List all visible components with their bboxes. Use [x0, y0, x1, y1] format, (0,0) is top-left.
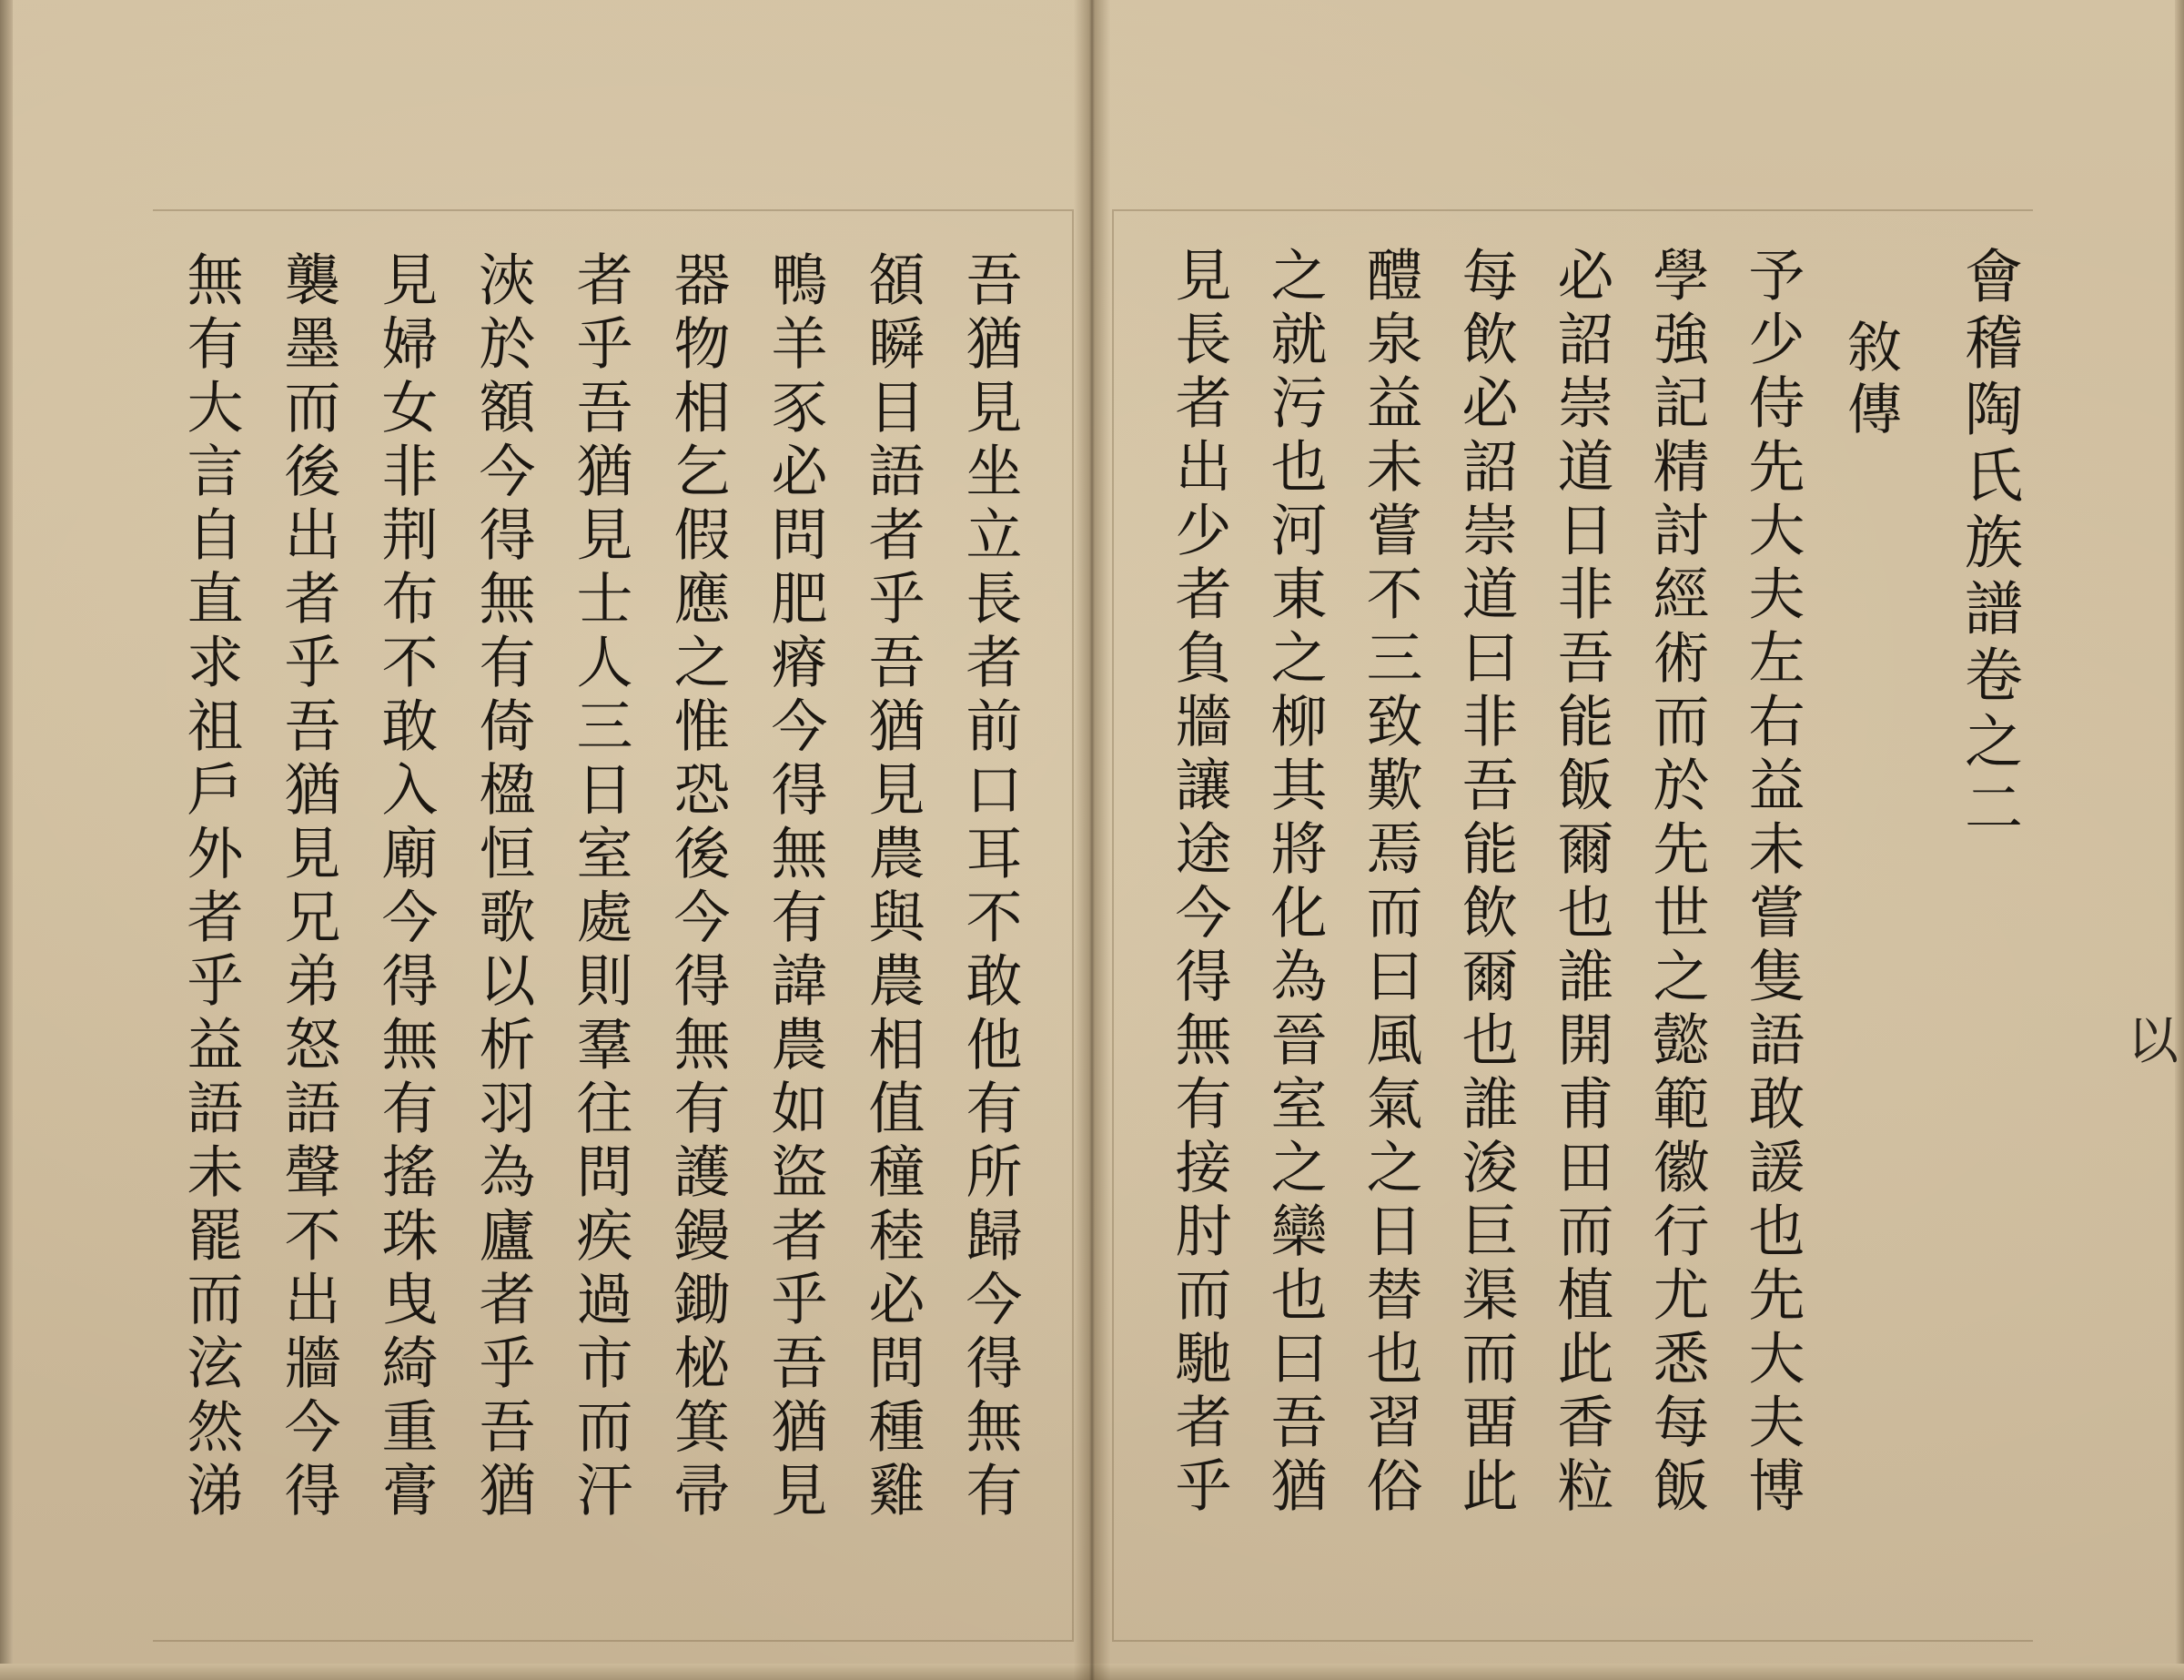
text-line: 浹於額今得無有倚楹恒歌以析羽為廬者乎吾猶: [470, 250, 536, 1524]
text-line: 器物相乞假應之惟恐後今得無有護鏝鋤柲箕帚: [664, 250, 731, 1524]
margin-note: 以: [2128, 1012, 2179, 1071]
text-line: 吾猶見坐立長者前口耳不敢他有所歸今得無有: [956, 250, 1023, 1524]
text-line: 者乎吾猶見士人三日室處則羣往問疾過市而汗: [567, 250, 633, 1524]
text-line: 醴泉益未嘗不三致歎焉而曰風氣之日替也習俗: [1357, 246, 1423, 1520]
text-line: 襲墨而後出者乎吾猶見兄弟怒語聲不出牆今得: [275, 250, 341, 1524]
text-line: 予少侍先大夫左右益未嘗隻語敢諼也先大夫博: [1739, 246, 1805, 1520]
text-line: 頟瞬目語者乎吾猶見農與農相值穜稑必問種雞: [859, 250, 925, 1524]
text-line: 見婦女非荆布不敢入廟今得無有搖珠曳綺重膏: [372, 250, 439, 1524]
volume-title: 會稽陶氏族譜卷之二: [1955, 246, 2022, 844]
book-right-edge: [2175, 0, 2184, 1680]
text-line: 之就污也河東之柳其將化為晉室之欒也曰吾猶: [1261, 246, 1328, 1520]
text-line: 學強記精討經術而於先世之懿範徽行尤悉每飯: [1643, 246, 1710, 1520]
text-line: 無有大言自直求祖戶外者乎益語未罷而泫然涕: [177, 250, 244, 1524]
section-heading: 敘傳: [1838, 319, 1902, 442]
book-left-edge: [0, 0, 13, 1680]
book-gutter: [1074, 0, 1110, 1680]
text-line: 必詔崇道日非吾能飯爾也誰開甫田而植此香粒: [1548, 246, 1614, 1520]
text-line: 見長者出少者負牆讓途今得無有接肘而馳者乎: [1166, 246, 1232, 1520]
text-line: 鴨羊豕必問肥瘠今得無有諱農如盜者乎吾猶見: [762, 250, 828, 1524]
text-line: 每飲必詔崇道曰非吾能飲爾也誰浚巨渠而畱此: [1452, 246, 1519, 1520]
